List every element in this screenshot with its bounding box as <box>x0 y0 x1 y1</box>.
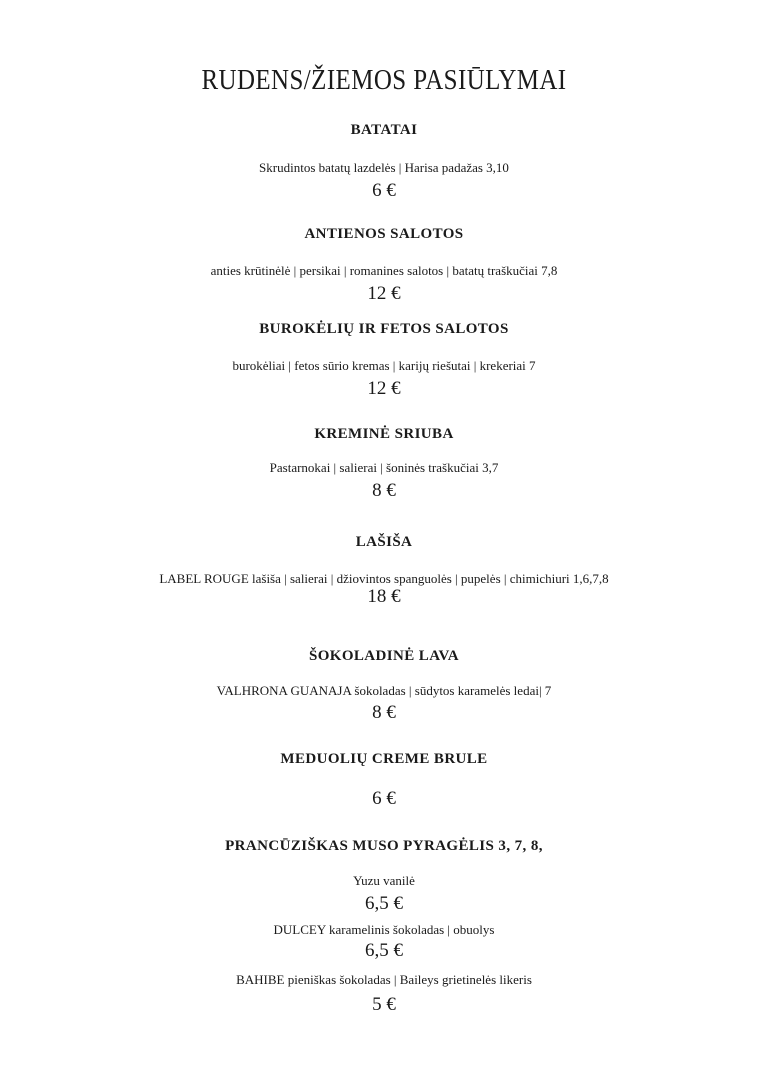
dish-title: BUROKĖLIŲ IR FETOS SALOTOS <box>259 321 509 337</box>
dish-description: Skrudintos batatų lazdelės | Harisa padažas 3,10 <box>259 160 509 175</box>
dish-price: 18 € <box>367 586 401 607</box>
dish-description: LABEL ROUGE lašiša | salierai | džiovintos spanguolės | pupelės | chimichiuri 1,6,7,8 <box>159 571 609 586</box>
variant-description: Yuzu vanilė <box>353 873 415 888</box>
dish-title: PRANCŪZIŠKAS MUSO PYRAGĖLIS 3, 7, 8, <box>225 838 543 854</box>
dish-description: Pastarnokai | salierai | šoninės traškučiai 3,7 <box>269 460 499 475</box>
dish-price: 12 € <box>367 378 401 399</box>
dish-price: 6 € <box>372 788 396 809</box>
dish-title: KREMINĖ SRIUBA <box>314 426 454 442</box>
variant-description: BAHIBE pieniškas šokoladas | Baileys grietinelės likeris <box>236 972 532 987</box>
dish-price: 6 € <box>372 180 396 201</box>
dish-title: ANTIENOS SALOTOS <box>304 226 464 242</box>
variant-price: 5 € <box>372 994 396 1015</box>
variant-price: 6,5 € <box>365 940 403 961</box>
dish-description: anties krūtinėlė | persikai | romanines salotos | batatų traškučiai 7,8 <box>210 263 558 278</box>
variant-price: 6,5 € <box>365 893 403 914</box>
dish-description: VALHRONA GUANAJA šokoladas | sūdytos karamelės ledai| 7 <box>216 683 552 698</box>
dish-price: 12 € <box>367 283 401 304</box>
dish-price: 8 € <box>372 702 396 723</box>
page-title: RUDENS/ŽIEMOS PASIŪLYMAI <box>201 64 567 96</box>
dish-title: BATATAI <box>350 122 418 138</box>
dish-title: MEDUOLIŲ CREME BRULE <box>280 751 488 767</box>
dish-price: 8 € <box>372 480 396 501</box>
dish-description: burokėliai | fetos sūrio kremas | karijų riešutai | krekeriai 7 <box>232 358 536 373</box>
variant-description: DULCEY karamelinis šokoladas | obuolys <box>273 922 495 937</box>
dish-title: LAŠIŠA <box>355 534 413 550</box>
dish-title: ŠOKOLADINĖ LAVA <box>308 648 460 664</box>
